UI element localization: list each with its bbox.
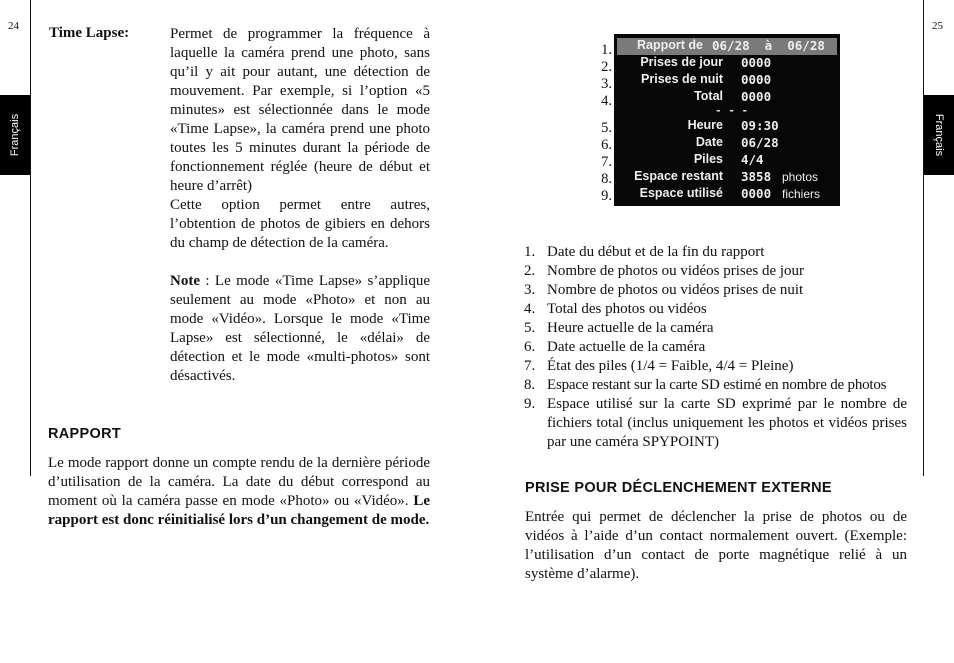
callout-4: 4. [601,93,612,109]
screen-value: 0000 [741,89,772,104]
callout-7: 7. [601,154,612,170]
screen-unit: photos [782,170,819,184]
screen-unit: fichiers [782,187,821,201]
screen-row-batteries [614,152,840,169]
external-trigger-heading: PRISE POUR DÉCLENCHEMENT EXTERNE [525,480,832,496]
screen-row-time [614,118,840,135]
rapport-heading: RAPPORT [48,426,121,442]
list-item: 5. Heure actuelle de la caméra [524,320,714,336]
screen-row-report-range [614,38,840,55]
screen-row-space-remaining [614,169,840,186]
callout-6: 6. [601,137,612,153]
callout-8: 8. [601,171,612,187]
language-tab-left: Français [0,95,30,175]
list-item: 4. Total des photos ou vidéos [524,301,707,317]
note-label: Note [170,273,200,289]
page-number-left: 24 [8,20,19,32]
time-lapse-note [170,272,430,386]
list-item: 9. Espace utilisé sur la carte SD exprimé par le nombre de fichiers total (inclus uniquement les photos et vidéos prises par une caméra SPYPOINT) [524,396,907,450]
screen-row-day-captures [614,55,840,72]
callout-9: 9. [601,188,612,204]
note-text: : Le mode «Time Lapse» s’applique seulement au mode «Photo» et non au mode «Vidéo». Lorsque le mode «Time Lapse» est sélectionné, le «délai» de détection et le mode «multi-photos» sont désactivés. [170,273,430,384]
callout-2: 2. [601,59,612,75]
rapport-bold-text: Le rapport est donc réinitialisé lors d’un changement de mode. [48,493,430,528]
screen-value: 4/4 [741,152,764,167]
screen-value: 06/28 à 06/28 [712,38,825,53]
rapport-text: Le mode rapport donne un compte rendu de la dernière période d’utilisation de la caméra. La date du début correspond au moment où la caméra passe en mode «Photo» ou «Vidéo». [48,455,430,509]
screen-label: Rapport de [637,38,703,52]
screen-label: Total [694,89,723,103]
screen-value: 3858 [741,169,772,184]
time-lapse-description-2: Cette option permet entre autres, l’obtention de photos de gibiers en dehors du champ de détection de la caméra. [170,197,430,251]
list-item: 3. Nombre de photos ou vidéos prises de nuit [524,282,804,298]
callout-3: 3. [601,76,612,92]
screen-value: 0000 [741,186,772,201]
screen-value: 06/28 [741,135,779,150]
margin-rule-left [30,0,31,476]
screen-label: Prises de jour [640,55,723,69]
screen-separator: - - - [715,104,749,117]
list-item: 1. Date du début et de la fin du rapport [524,244,765,260]
screen-row-night-captures [614,72,840,89]
screen-value: 09:30 [741,118,779,133]
callout-5: 5. [601,120,612,136]
rapport-paragraph [48,454,430,530]
list-item: 7. État des piles (1/4 = Faible, 4/4 = Pleine) [524,358,794,374]
screen-row-space-used [614,186,840,203]
time-lapse-term: Time Lapse: [49,25,130,41]
screen-label: Espace utilisé [639,186,723,200]
list-item: 8. Espace restant sur la carte SD estimé en nombre de photos [524,377,887,393]
screen-label: Piles [693,152,723,166]
screen-value: 0000 [741,72,772,87]
external-trigger-paragraph: Entrée qui permet de déclencher la prise de photos ou de vidéos à l’aide d’un contact normalement ouvert. (Exemple: l’utilisation d’un contact de porte magnétique relié à un système d’alarme). [525,509,907,582]
screen-label: Date [695,135,723,149]
screen-label: Heure [687,118,723,132]
list-item: 6. Date actuelle de la caméra [524,339,706,355]
list-item: 2. Nombre de photos ou vidéos prises de jour [524,263,805,279]
legend-list [524,243,907,452]
screen-label: Prises de nuit [641,72,723,86]
margin-rule-right [923,0,924,476]
screen-row-date [614,135,840,152]
language-tab-right: Français [924,95,954,175]
camera-report-screen [614,34,840,206]
screen-value: 0000 [741,55,772,70]
time-lapse-description: Permet de programmer la fréquence à laquelle la caméra prend une photo, sans qu’il y ait pour autant, une détection de mouvement. Par exemple, si l’option «5 minutes» est sélectionnée dans le mode «Time Lapse», la caméra prend une photo toutes les 5 minutes durant la période de fonctionnement réglée (heure de début et heure d’arrêt) [170,26,430,194]
page-number-right: 25 [932,20,943,32]
screen-label: Espace restant [634,169,723,183]
callout-1: 1. [601,42,612,58]
